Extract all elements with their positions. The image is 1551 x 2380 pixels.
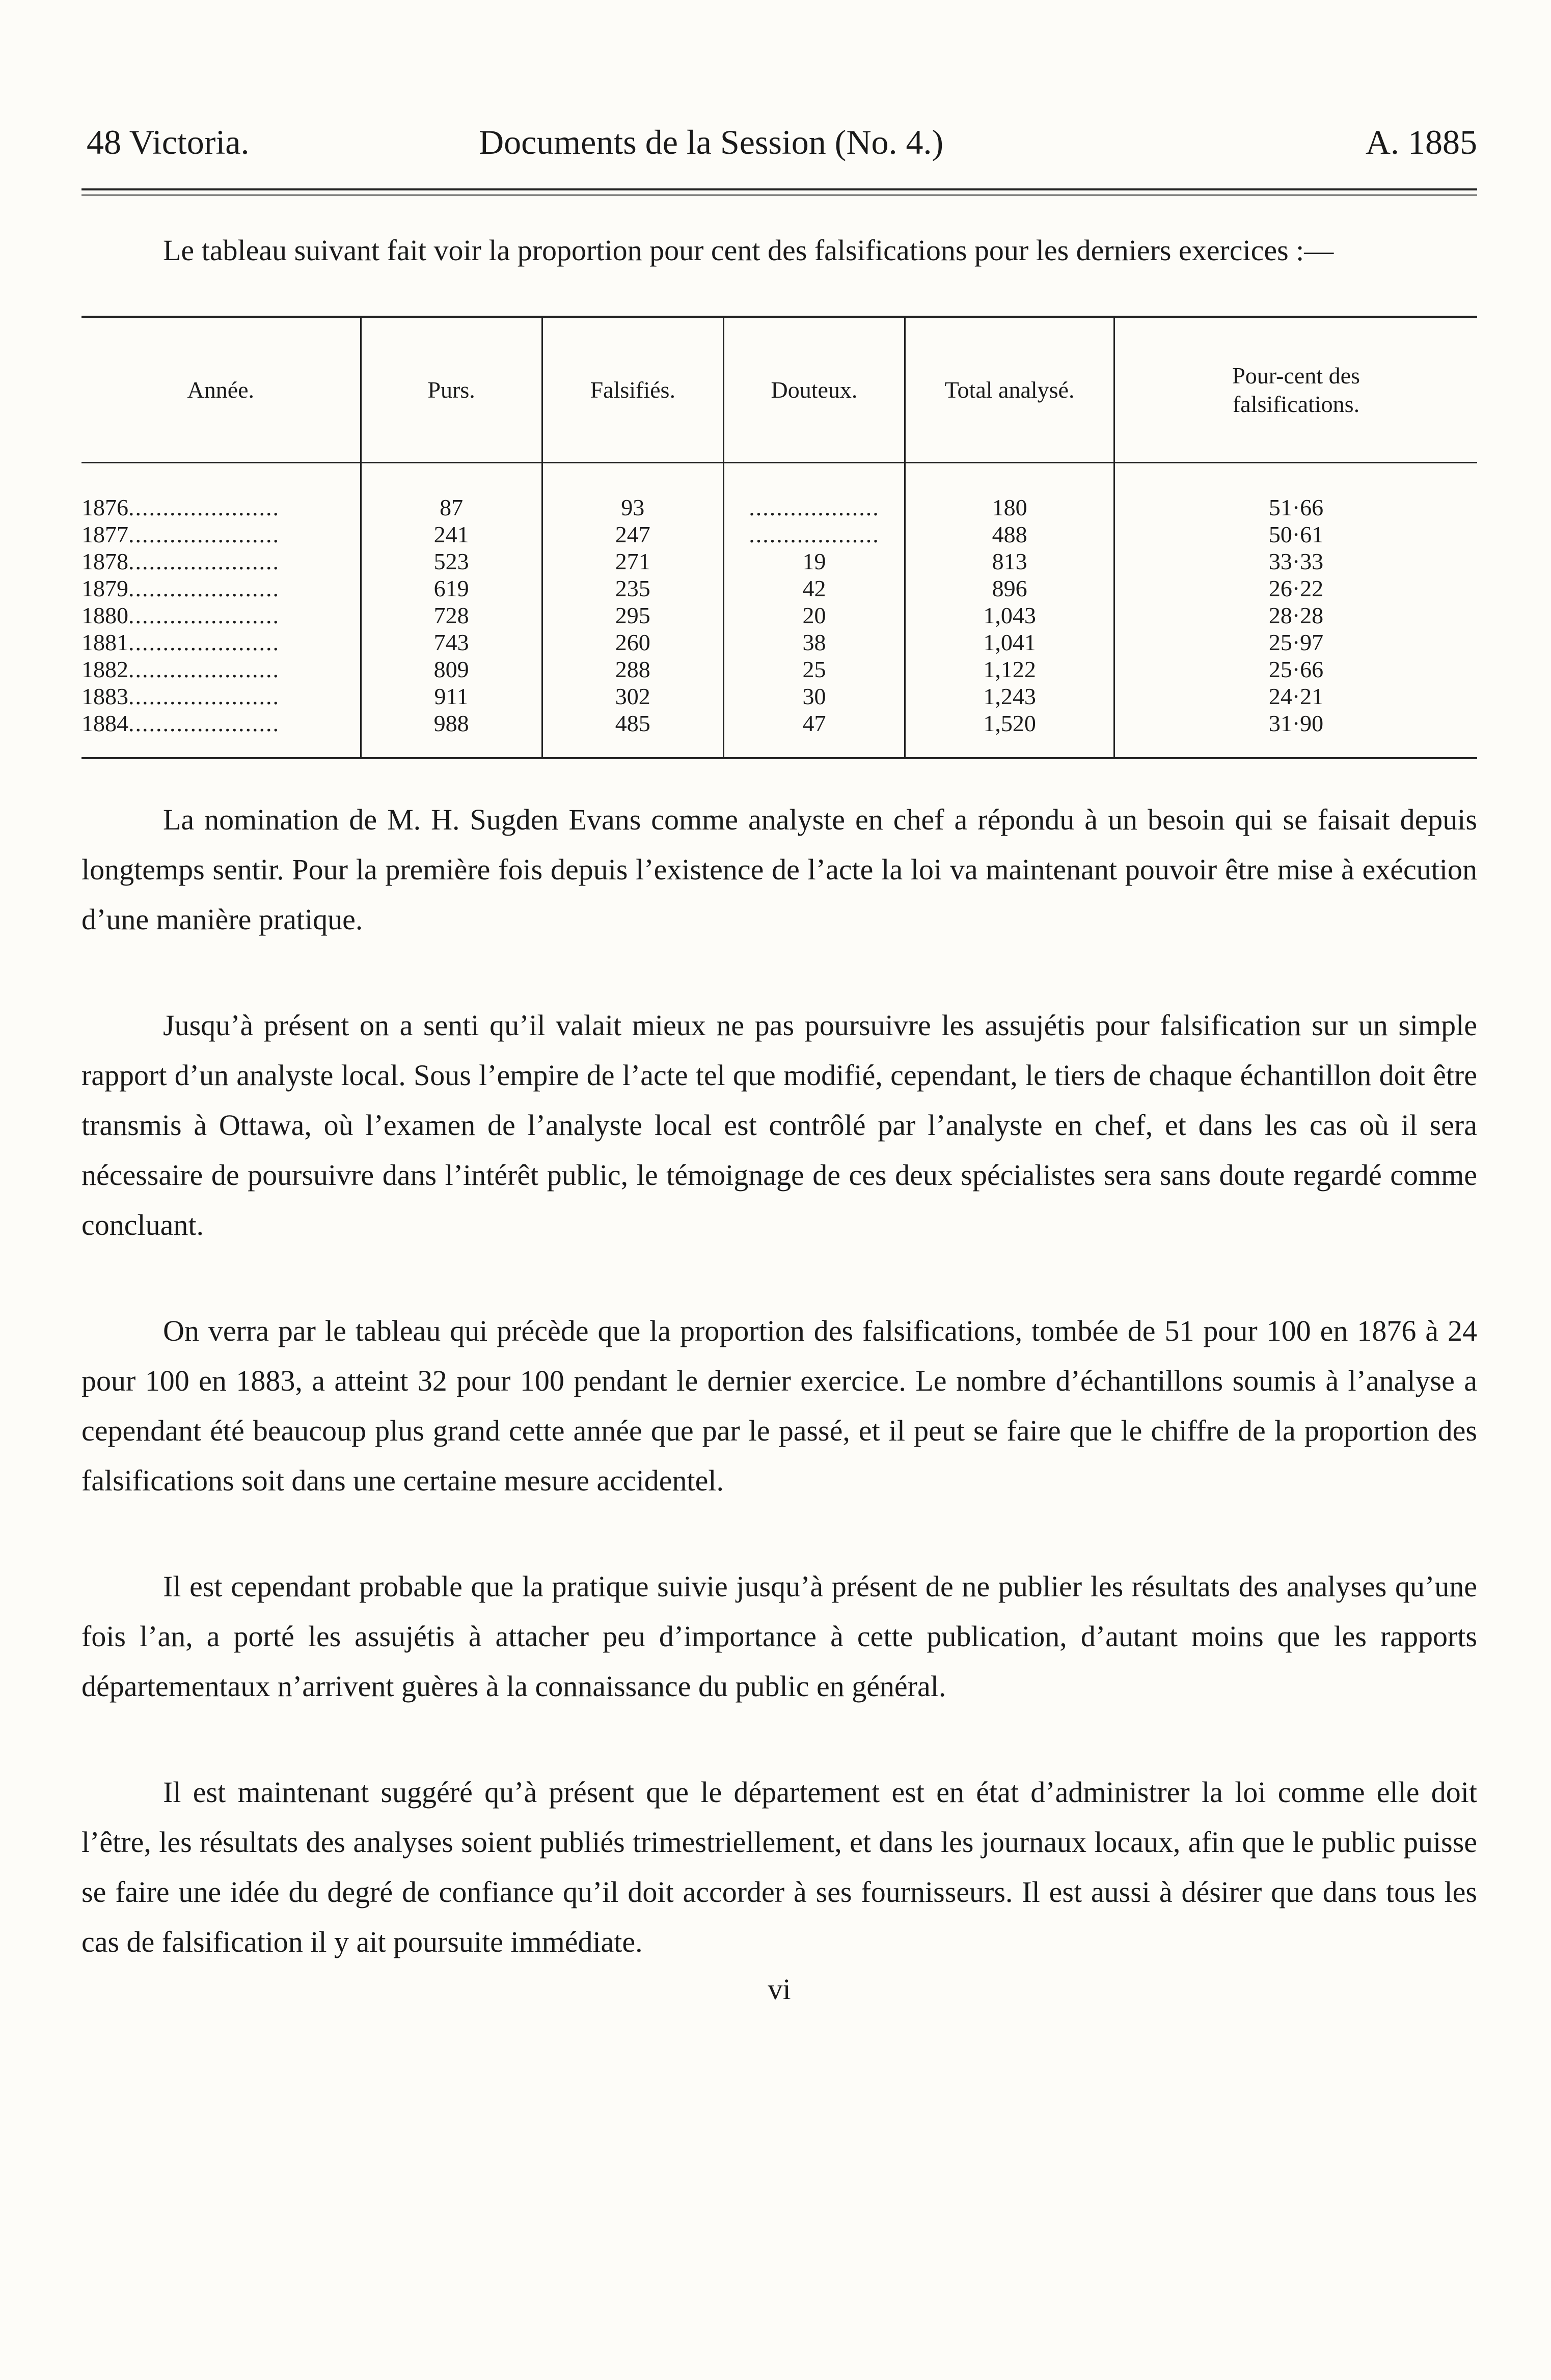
- cell-falsifies: 302: [542, 683, 723, 710]
- cell-year: 1883......................: [81, 683, 280, 709]
- dot-leader: ...................: [749, 494, 880, 520]
- cell-year: 1878......................: [81, 548, 280, 574]
- table-row: [81, 602, 1477, 629]
- header-title: Documents de la Session (No. 4.): [479, 123, 944, 161]
- document-page: [81, 122, 1477, 2006]
- dot-leader: ......................: [128, 548, 280, 574]
- cell-douteux: 20: [723, 602, 905, 629]
- cell-douteux: 42: [723, 575, 905, 602]
- table-row: [81, 683, 1477, 710]
- cell-falsifies: 295: [542, 602, 723, 629]
- cell-douteux: 25: [723, 656, 905, 683]
- cell-purs: 911: [361, 683, 542, 710]
- paragraph-nomination: La nomination de M. H. Sugden Evans comme analyste en chef a répondu à un besoin qui se faisait depuis longtemps sentir. Pour la première fois depuis l’existence de l’acte la loi va maintenant pouvoir être mise à exécution d’une manière pratique.: [81, 803, 1477, 936]
- cell-total: 1,043: [905, 602, 1114, 629]
- cell-douteux: 19: [723, 548, 905, 575]
- dot-leader: ......................: [128, 656, 280, 682]
- dot-leader: ......................: [128, 683, 280, 709]
- cell-year: 1880......................: [81, 602, 280, 628]
- table-row: [81, 710, 1477, 758]
- cell-douteux: [723, 521, 905, 548]
- cell-purs: 988: [361, 710, 542, 758]
- header-rule: [81, 188, 1477, 196]
- table-row: [81, 521, 1477, 548]
- cell-purs: 809: [361, 656, 542, 683]
- col-header-douteux: Douteux.: [723, 317, 905, 463]
- col-header-purs: Purs.: [361, 317, 542, 463]
- cell-pourcent: 50·61: [1114, 521, 1477, 548]
- dot-leader: ......................: [128, 602, 280, 628]
- cell-pourcent: 33·33: [1114, 548, 1477, 575]
- intro-paragraph: Le tableau suivant fait voir la proportion pour cent des falsifications pour les derniers exercices :—: [163, 234, 1334, 267]
- table-row: [81, 463, 1477, 521]
- cell-purs: 87: [361, 463, 542, 521]
- cell-total: 813: [905, 548, 1114, 575]
- cell-total: 1,520: [905, 710, 1114, 758]
- paragraph-proportion: On verra par le tableau qui précède que la proportion des falsifications, tombée de 51 pour 100 en 1876 à 24 pour 100 en 1883, a atteint 32 pour 100 pendant le dernier exercice. Le nombre d’échantillons soumis à l’analyse a cependant été beaucoup plus grand cette année que par le passé, et il peut se faire que le chiffre de la proportion des falsifications soit dans une certaine mesure accidentel.: [81, 1314, 1477, 1497]
- dot-leader: ......................: [128, 710, 280, 736]
- header-volume: 48 Victoria.: [87, 123, 250, 161]
- cell-falsifies: 93: [542, 463, 723, 521]
- paragraph-suggestion: Il est maintenant suggéré qu’à présent que le département est en état d’administrer la loi comme elle doit l’être, les résultats des analyses soient publiés trimestriellement, et dans les journaux locaux, afin que le public puisse se faire une idée du degré de confiance qu’il doit accorder à ses fournisseurs. Il est aussi à désirer que dans tous les cas de falsification il y ait poursuite immédiate.: [81, 1776, 1477, 1958]
- cell-purs: 241: [361, 521, 542, 548]
- cell-total: 180: [905, 463, 1114, 521]
- col-header-falsifies: Falsifiés.: [542, 317, 723, 463]
- cell-pourcent: 24·21: [1114, 683, 1477, 710]
- cell-falsifies: 260: [542, 629, 723, 656]
- col-header-total: Total analysé.: [905, 317, 1114, 463]
- cell-purs: 523: [361, 548, 542, 575]
- cell-pourcent: 26·22: [1114, 575, 1477, 602]
- cell-falsifies: 485: [542, 710, 723, 758]
- cell-purs: 728: [361, 602, 542, 629]
- cell-falsifies: 247: [542, 521, 723, 548]
- header-year: A. 1885: [1365, 123, 1477, 161]
- cell-falsifies: 271: [542, 548, 723, 575]
- dot-leader: ......................: [128, 494, 280, 520]
- col-header-pourcent: Pour-cent des falsifications.: [1114, 317, 1477, 463]
- cell-douteux: 30: [723, 683, 905, 710]
- cell-total: 1,243: [905, 683, 1114, 710]
- cell-purs: 619: [361, 575, 542, 602]
- cell-total: 1,041: [905, 629, 1114, 656]
- cell-year: 1879......................: [81, 575, 280, 601]
- cell-purs: 743: [361, 629, 542, 656]
- table-row: [81, 575, 1477, 602]
- paragraph-poursuite: Jusqu’à présent on a senti qu’il valait mieux ne pas poursuivre les assujétis pour falsification sur un simple rapport d’un analyste local. Sous l’empire de l’acte tel que modifié, cependant, le tiers de chaque échantillon doit être transmis à Ottawa, où l’examen de l’analyste local est contrôlé par l’analyste en chef, et dans les cas où il sera nécessaire de poursuivre dans l’intérêt public, le témoignage de ces deux spécialistes sera sans doute regardé comme concluant.: [81, 1009, 1477, 1241]
- cell-total: 1,122: [905, 656, 1114, 683]
- table-row: [81, 548, 1477, 575]
- cell-year: 1882......................: [81, 656, 280, 682]
- cell-falsifies: 235: [542, 575, 723, 602]
- paragraph-publication: Il est cependant probable que la pratique suivie jusqu’à présent de ne publier les résultats des analyses qu’une fois l’an, a porté les assujétis à attacher peu d’importance à cette publication, d’autant moins que les rapports départementaux n’arrivent guères à la connaissance du public en général.: [81, 1570, 1477, 1703]
- cell-total: 488: [905, 521, 1114, 548]
- cell-pourcent: 51·66: [1114, 463, 1477, 521]
- dot-leader: ......................: [128, 629, 280, 655]
- table-header-row: [81, 317, 1477, 463]
- cell-pourcent: 31·90: [1114, 710, 1477, 758]
- falsification-table: [81, 316, 1477, 759]
- col-header-year: Année.: [81, 317, 361, 463]
- page-number: vi: [768, 1973, 791, 2006]
- table-row: [81, 629, 1477, 656]
- cell-pourcent: 25·97: [1114, 629, 1477, 656]
- dot-leader: ......................: [128, 521, 280, 547]
- running-header: [81, 122, 1477, 178]
- cell-year: 1884......................: [81, 710, 361, 758]
- cell-total: 896: [905, 575, 1114, 602]
- cell-pourcent: 25·66: [1114, 656, 1477, 683]
- cell-year: 1876......................: [81, 494, 280, 520]
- cell-pourcent: 28·28: [1114, 602, 1477, 629]
- cell-year: 1881......................: [81, 629, 280, 655]
- cell-year: 1877......................: [81, 521, 280, 547]
- cell-douteux: 38: [723, 629, 905, 656]
- dot-leader: ...................: [749, 521, 880, 547]
- cell-douteux: [723, 463, 905, 521]
- table-row: [81, 656, 1477, 683]
- cell-douteux: 47: [723, 710, 905, 758]
- cell-falsifies: 288: [542, 656, 723, 683]
- dot-leader: ......................: [128, 575, 280, 601]
